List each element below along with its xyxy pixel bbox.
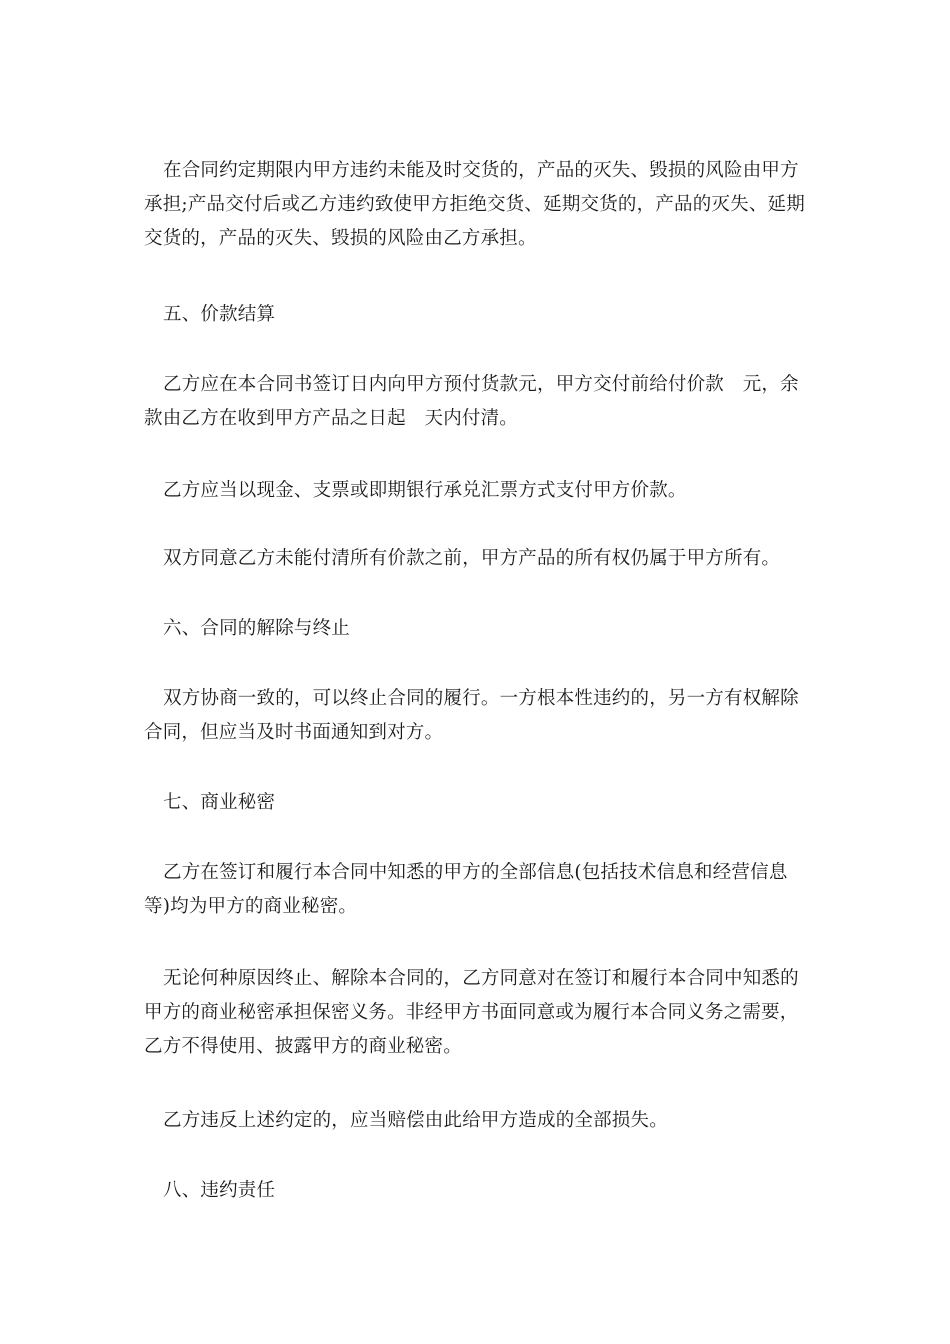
heading-text: 八、违约责任 (163, 1180, 276, 1201)
heading-text: 六、合同的解除与终止 (163, 618, 351, 639)
paragraph-text: 乙方在签订和履行本合同中知悉的甲方的全部信息(包括技术信息和经营信息等)均为甲方的商业秘密。 (144, 862, 788, 917)
paragraph-text: 无论何种原因终止、解除本合同的，乙方同意对在签订和履行本合同中知悉的甲方的商业秘密承担保密义务。非经甲方书面同意或为履行本合同义务之需要，乙方不得使用、披露甲方的商业秘密。 (144, 968, 799, 1057)
section-heading-trade-secrets (163, 786, 275, 820)
paragraph-termination (144, 682, 809, 750)
paragraph-text: 在合同约定期限内甲方违约未能及时交货的，产品的灭失、毁损的风险由甲方承担;产品交付后或乙方违约致使甲方拒绝交货、延期交货的，产品的灭失、延期交货的，产品的灭失、毁损的风险由乙方承担。 (144, 160, 805, 249)
heading-text: 七、商业秘密 (163, 792, 276, 813)
section-heading-liability (163, 1174, 275, 1208)
paragraph-risk-bearing (144, 154, 809, 256)
paragraph-text: 双方同意乙方未能付清所有价款之前，甲方产品的所有权仍属于甲方所有。 (163, 548, 781, 569)
heading-text: 五、价款结算 (163, 304, 276, 325)
paragraph-text: 乙方应当以现金、支票或即期银行承兑汇票方式支付甲方价款。 (163, 480, 687, 501)
section-heading-termination (163, 612, 350, 646)
paragraph-text: 乙方违反上述约定的，应当赔偿由此给甲方造成的全部损失。 (163, 1110, 668, 1131)
paragraph-trade-secrets-scope (144, 856, 809, 924)
paragraph-payment-method (144, 474, 809, 508)
paragraph-text: 乙方应在本合同书签订日内向甲方预付货款元，甲方交付前给付价款 元，余款由乙方在收到甲方产品之日起 天内付清。 (144, 374, 799, 429)
paragraph-ownership (144, 542, 809, 576)
paragraph-confidentiality (144, 962, 809, 1064)
paragraph-damages (144, 1104, 809, 1138)
paragraph-payment-terms (144, 368, 809, 436)
section-heading-payment (163, 298, 275, 332)
paragraph-text: 双方协商一致的，可以终止合同的履行。一方根本性违约的，另一方有权解除合同，但应当及时书面通知到对方。 (144, 688, 799, 743)
